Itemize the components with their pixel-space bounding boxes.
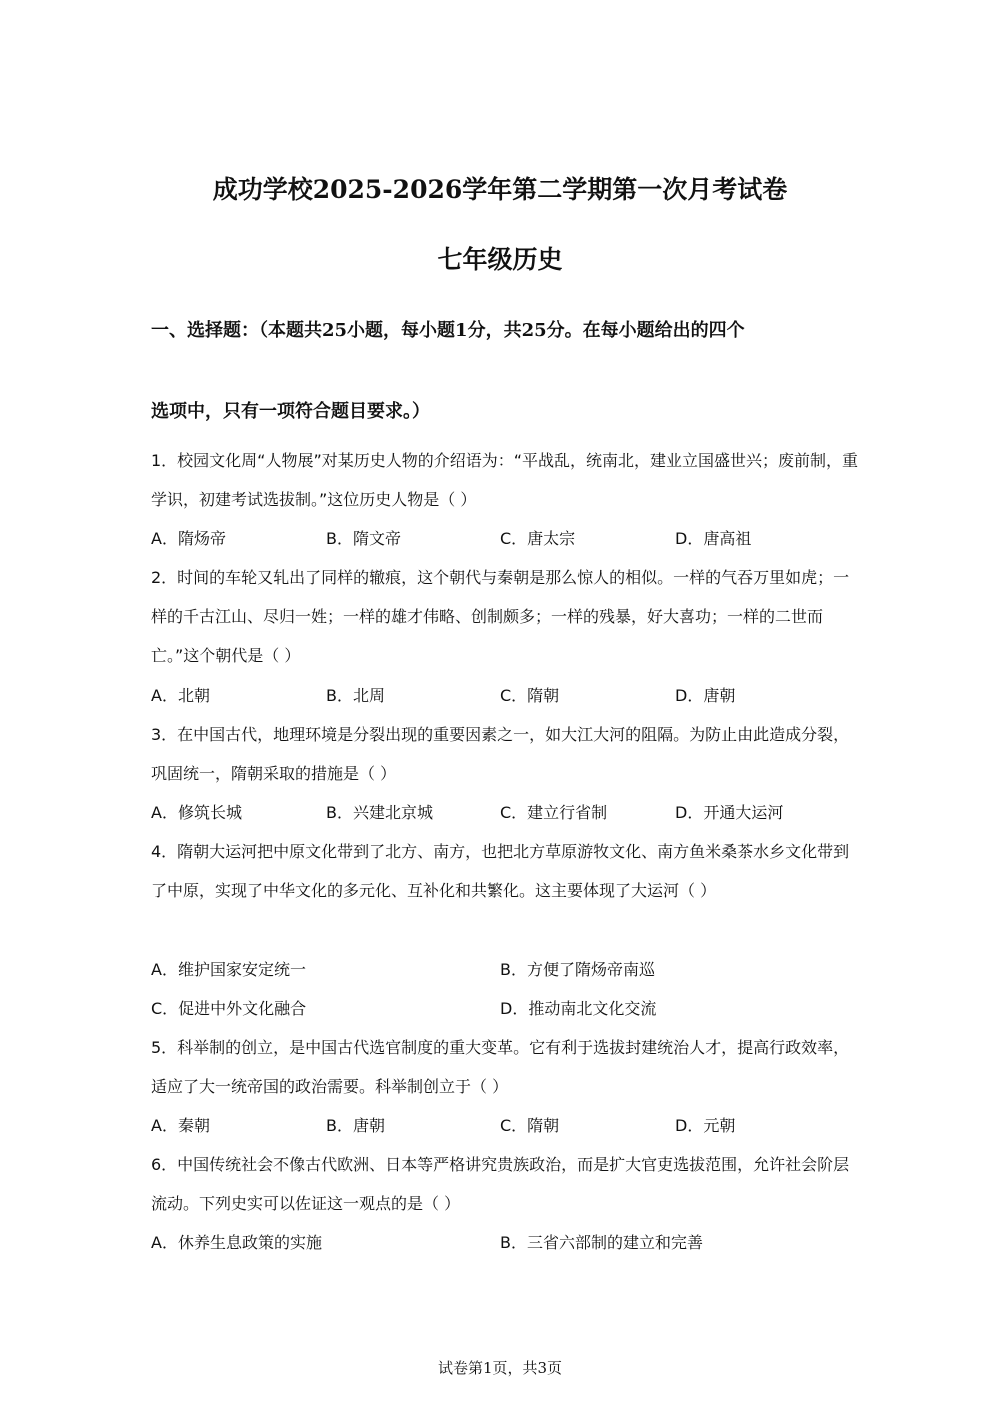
question-1-text: 1．校园文化周“人物展”对某历史人物的介绍语为：“平战乱，统南北，建业立国盛世兴；废前制，重学识，初建考试选拔制。”这位历史人物是（ ） [151,451,859,509]
question-2-option-d: D．唐朝 [675,686,736,705]
question-2-option-b: B．北周 [326,686,385,705]
question-3-option-d: D．开通大运河 [675,803,784,822]
question-5-option-c: C．隋朝 [500,1116,560,1135]
question-1-option-a: A．隋炀帝 [151,529,226,548]
question-5-option-a: A．秦朝 [151,1116,210,1135]
question-4-option-a: A．维护国家安定统一 [151,960,306,979]
question-1-option-b: B．隋文帝 [326,529,401,548]
question-3-text: 3．在中国古代，地理环境是分裂出现的重要因素之一，如大江大河的阻隔。为防止由此造成分裂，巩固统一，隋朝采取的措施是（ ） [151,725,850,783]
question-1-option-c: C．唐太宗 [500,529,576,548]
exam-subject: 七年级历史 [437,245,563,274]
question-2-option-c: C．隋朝 [500,686,560,705]
question-5-option-b: B．唐朝 [326,1116,385,1135]
question-3-option-c: C．建立行省制 [500,803,608,822]
question-5-option-d: D．元朝 [675,1116,736,1135]
question-3-option-b: B．兴建北京城 [326,803,433,822]
question-4-text: 4．隋朝大运河把中原文化带到了北方、南方，也把北方草原游牧文化、南方鱼米桑茶水乡文化带到了中原，实现了中华文化的多元化、互补化和共繁化。这主要体现了大运河（ ） [151,842,850,900]
question-1-option-d: D．唐高祖 [675,529,752,548]
question-2-text: 2．时间的车轮又轧出了同样的辙痕，这个朝代与秦朝是那么惊人的相似。一样的气吞万里如虎；一样的千古江山、尽归一姓；一样的雄才伟略、创制颇多；一样的残暴，好大喜功；一样的二世而亡。”这个朝代是（ ） [151,568,850,665]
question-6-text: 6．中国传统社会不像古代欧洲、日本等严格讲究贵族政治，而是扩大官吏选拔范围，允许社会阶层流动。下列史实可以佐证这一观点的是（ ） [151,1155,850,1213]
question-2-option-a: A．北朝 [151,686,210,705]
question-5-text: 5．科举制的创立，是中国古代选官制度的重大变革。它有利于选拔封建统治人才，提高行政效率，适应了大一统帝国的政治需要。科举制创立于（ ） [151,1038,850,1096]
question-4-option-b: B．方便了隋炀帝南巡 [500,960,655,979]
exam-title: 成功学校2025-2026学年第二学期第一次月考试卷 [212,175,788,204]
question-3-option-a: A．修筑长城 [151,803,242,822]
question-6-option-b: B．三省六部制的建立和完善 [500,1233,703,1252]
question-6-option-a: A．休养生息政策的实施 [151,1233,322,1252]
section-heading-line2: 选项中，只有一项符合题目要求。） [151,401,430,422]
question-4-option-d: D．推动南北文化交流 [500,999,657,1018]
question-4-option-c: C．促进中外文化融合 [151,999,307,1018]
page-footer: 试卷第1页，共3页 [437,1359,563,1377]
section-heading-line1: 一、选择题：（本题共25小题，每小题1分，共25分。在每小题给出的四个 [151,320,745,341]
